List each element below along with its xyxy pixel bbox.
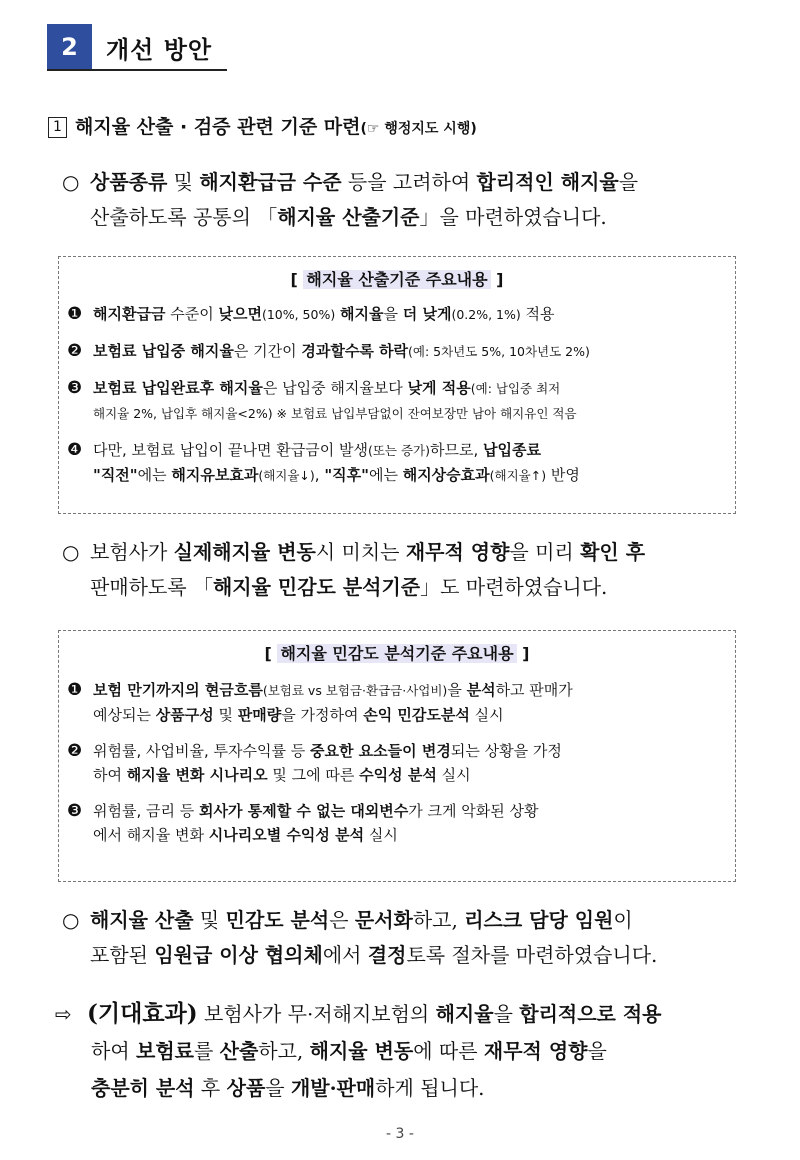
text-run: 상품종류 xyxy=(90,170,168,194)
text-run: 을 미리 xyxy=(509,540,581,564)
text-run: 을 xyxy=(447,681,467,699)
paragraph-2 xyxy=(62,535,742,605)
text-run: 실시 xyxy=(469,706,504,724)
criteria-item-text xyxy=(93,438,729,488)
text-run: 반영 xyxy=(546,466,580,484)
text-run: 은 xyxy=(329,908,355,932)
text-run: (보험료 vs 보험금·환급금·사업비) xyxy=(262,683,448,698)
criteria-item-line xyxy=(93,678,729,703)
criteria-item-line xyxy=(93,438,729,463)
text-run: "직전" xyxy=(93,466,138,484)
text-run: 판매하도록 「 xyxy=(90,575,213,599)
text-run: 이 xyxy=(613,908,633,932)
text-run: (예: 5차년도 5%, 10차년도 2%) xyxy=(408,344,590,359)
criteria-item-line xyxy=(93,703,729,727)
circle-bullet-icon: ○ xyxy=(62,170,80,194)
text-run: 합리적으로 적용 xyxy=(519,1002,662,1026)
paragraph-3 xyxy=(62,903,742,973)
text-run: 을 가정하여 xyxy=(281,706,364,724)
text-run: 하여 xyxy=(91,1039,136,1063)
criteria-item-text xyxy=(93,799,729,847)
text-run: 보험사가 무·저해지보험의 xyxy=(197,1002,436,1026)
text-run: 을 xyxy=(265,1076,291,1100)
arrow-icon: ⇨ xyxy=(55,1002,72,1026)
criteria-item xyxy=(67,376,729,426)
text-run: 및 xyxy=(167,170,200,194)
text-run: 위험률, 사업비율, 투자수익률 등 xyxy=(93,742,310,760)
text-run: 더 낮게 xyxy=(402,305,452,323)
text-run: 납입종료 xyxy=(483,441,541,459)
text-run: 에서 해지율 변화 xyxy=(93,826,209,844)
text-run: 하여 xyxy=(93,766,127,784)
text-run: 해지율 xyxy=(435,1002,494,1026)
text-run: (기대효과) xyxy=(87,1000,198,1027)
criteria-item-line xyxy=(93,302,729,327)
text-run: 합리적인 해지율 xyxy=(476,170,619,194)
text-run: 시 미치는 xyxy=(315,540,406,564)
subsection-title: 해지율 산출 · 검증 관련 기준 마련 xyxy=(75,116,361,138)
text-run: 재무적 영향 xyxy=(483,1039,588,1063)
text-run: 판매량 xyxy=(237,706,282,724)
criteria-item xyxy=(67,339,729,364)
text-run: 해지율 변화 시나리오 xyxy=(126,766,268,784)
text-run: 보험료 xyxy=(136,1039,194,1063)
text-run: 및 xyxy=(213,706,238,724)
text-run: 되는 상황을 가정 xyxy=(450,742,562,760)
text-run: 보험 만기까지의 현금흐름 xyxy=(93,681,263,699)
text-run: 및 그에 따른 xyxy=(267,766,360,784)
text-run: 확인 후 xyxy=(580,540,646,564)
number-bullet-icon: ❷ xyxy=(67,341,83,361)
circle-bullet-icon: ○ xyxy=(62,540,80,564)
text-run: 에는 xyxy=(368,466,403,484)
number-bullet-icon: ❸ xyxy=(67,378,83,398)
text-run: (0.2%, 1%) xyxy=(451,307,521,322)
text-run: 하므로, xyxy=(429,441,483,459)
text-run: 낮게 적용 xyxy=(407,379,471,397)
expected-effect xyxy=(55,995,745,1107)
text-run: 충분히 분석 xyxy=(91,1076,195,1100)
section-number: 2 xyxy=(47,24,92,69)
paragraph-1 xyxy=(62,165,742,235)
text-run: 은 기간이 xyxy=(233,342,302,360)
text-run: 산출하도록 공통의 「 xyxy=(90,205,278,229)
number-bullet-icon: ❹ xyxy=(67,440,83,460)
text-run: 해지율 xyxy=(340,305,384,323)
text-run: 손익 민감도분석 xyxy=(363,706,470,724)
subsection-number: 1 xyxy=(48,117,67,138)
text-run: 산출 xyxy=(219,1039,259,1063)
para2-line2 xyxy=(62,570,742,605)
text-run: 및 xyxy=(193,908,226,932)
text-run: , xyxy=(314,466,325,484)
criteria-item-text xyxy=(93,376,729,426)
text-run: 해지환급금 xyxy=(93,305,166,323)
text-run: 토록 절차를 마련하였습니다. xyxy=(406,943,658,967)
text-run: 를 xyxy=(193,1039,220,1063)
criteria-item xyxy=(67,739,729,787)
text-run: 등을 고려하여 xyxy=(341,170,477,194)
text-run: 을 xyxy=(587,1039,607,1063)
text-run: 보험료 납입중 해지율 xyxy=(93,342,234,360)
text-run: 경과할수록 하락 xyxy=(301,342,409,360)
text-run: 결정 xyxy=(367,943,407,967)
text-run: (해지율↓) xyxy=(258,468,315,483)
text-run: 해지율 2%, 납입후 해지율<2%) ※ 보험료 납입부담없이 잔여보장만 남아 해지유인 적음 xyxy=(93,406,577,421)
text-run: 하고, xyxy=(258,1039,310,1063)
text-run: 해지유보효과 xyxy=(171,466,259,484)
text-run: 수익성 분석 xyxy=(359,766,437,784)
text-run: 위험률, 금리 등 xyxy=(93,802,200,820)
criteria-box-2-items xyxy=(59,678,735,847)
text-run: 중요한 요소들이 변경 xyxy=(309,742,451,760)
criteria-item-line xyxy=(93,401,729,426)
criteria-box-2 xyxy=(58,630,736,882)
criteria-item xyxy=(67,799,729,847)
para3-line2 xyxy=(62,938,742,973)
criteria-item-text xyxy=(93,339,729,364)
text-run: 회사가 통제할 수 없는 대외변수 xyxy=(199,802,409,820)
text-run: 실시 xyxy=(364,826,398,844)
text-run: 후 xyxy=(194,1076,227,1100)
text-run: (10%, 50%) xyxy=(261,307,336,322)
number-bullet-icon: ❷ xyxy=(67,741,83,761)
text-run: 실제해지율 변동 xyxy=(173,540,316,564)
text-run: 을 xyxy=(618,170,639,194)
text-run: 가 크게 악화된 상황 xyxy=(408,802,539,820)
text-run: 」도 마련하였습니다. xyxy=(420,575,608,599)
section-title: 개선 방안 xyxy=(106,36,213,64)
criteria-box-1-title: [ 해지율 산출기준 주요내용 ] xyxy=(290,270,504,289)
text-run: 에 따른 xyxy=(413,1039,484,1063)
text-run: 해지율 변동 xyxy=(309,1039,414,1063)
text-run: (해지율↑) xyxy=(489,468,547,483)
text-run: 리스크 담당 임원 xyxy=(464,908,614,932)
text-run: 적용 xyxy=(520,305,555,323)
text-run: 예상되는 xyxy=(93,706,156,724)
text-run: 하고 판매가 xyxy=(495,681,573,699)
para2-line1 xyxy=(90,540,645,564)
text-run: 임원급 이상 협의체 xyxy=(154,943,323,967)
text-run: "직후" xyxy=(324,466,369,484)
text-run: 낮으면 xyxy=(218,305,262,323)
text-run: (또는 증가) xyxy=(367,443,430,458)
text-run: 해지율 산출 xyxy=(90,908,194,932)
criteria-item-text xyxy=(93,739,729,787)
text-run: 해지율 민감도 분석기준 xyxy=(212,575,421,599)
criteria-item-text xyxy=(93,302,729,327)
expected-line1 xyxy=(87,1002,661,1026)
number-bullet-icon: ❶ xyxy=(67,680,83,700)
number-bullet-icon: ❸ xyxy=(67,801,83,821)
text-run: 실시 xyxy=(436,766,471,784)
text-run: 상품구성 xyxy=(155,706,214,724)
text-run: 하게 됩니다. xyxy=(375,1076,485,1100)
text-run: 분석 xyxy=(466,681,496,699)
circle-bullet-icon: ○ xyxy=(62,908,80,932)
text-run: 포함된 xyxy=(90,943,155,967)
text-run: 에는 xyxy=(137,466,172,484)
text-run: 보험료 납입완료후 해지율 xyxy=(93,379,263,397)
text-run: 」을 마련하였습니다. xyxy=(419,205,607,229)
text-run: 해지환급금 수준 xyxy=(199,170,342,194)
text-run: 하고, xyxy=(412,908,465,932)
expected-line2 xyxy=(55,1033,745,1070)
text-run: 개발·판매 xyxy=(290,1076,376,1100)
number-bullet-icon: ❶ xyxy=(67,304,83,324)
text-run: 수준이 xyxy=(165,305,219,323)
expected-line3 xyxy=(55,1070,745,1107)
text-run: 민감도 분석 xyxy=(225,908,330,932)
section-underline xyxy=(47,69,227,71)
criteria-item xyxy=(67,302,729,327)
criteria-item xyxy=(67,438,729,488)
para1-line2 xyxy=(62,200,742,235)
criteria-item-text xyxy=(93,678,729,727)
criteria-item-line xyxy=(93,739,729,763)
subsection-note: (☞ 행정지도 시행) xyxy=(360,121,477,137)
text-run: 을 xyxy=(383,305,403,323)
criteria-box-2-title: [ 해지율 민감도 분석기준 주요내용 ] xyxy=(264,644,530,663)
text-run: 재무적 영향 xyxy=(405,540,510,564)
text-run: 문서화 xyxy=(354,908,413,932)
text-run: 해지율 산출기준 xyxy=(277,205,420,229)
criteria-item-line xyxy=(93,823,729,847)
criteria-item-line xyxy=(93,763,729,787)
criteria-box-1 xyxy=(58,256,736,514)
text-run: 다만, 보험료 납입이 끝나면 환급금이 발생 xyxy=(93,441,368,459)
text-run: 시나리오별 수익성 분석 xyxy=(208,826,365,844)
criteria-item-line xyxy=(93,339,729,364)
criteria-item-line xyxy=(93,376,729,401)
text-run: (예: 납입중 최저 xyxy=(470,381,561,396)
criteria-item-line xyxy=(93,463,729,488)
criteria-item xyxy=(67,678,729,727)
para3-line1 xyxy=(90,908,633,932)
text-run: 해지상승효과 xyxy=(402,466,490,484)
page-number: - 3 - xyxy=(386,1126,414,1142)
subsection-heading xyxy=(48,112,477,139)
text-run: 은 납입중 해지율보다 xyxy=(262,379,408,397)
text-run: 에서 xyxy=(322,943,368,967)
para1-line1 xyxy=(90,170,638,194)
text-run: 보험사가 xyxy=(90,540,174,564)
criteria-box-1-items xyxy=(59,302,735,488)
text-run: 상품 xyxy=(226,1076,266,1100)
criteria-item-line xyxy=(93,799,729,823)
text-run: 을 xyxy=(493,1002,520,1026)
